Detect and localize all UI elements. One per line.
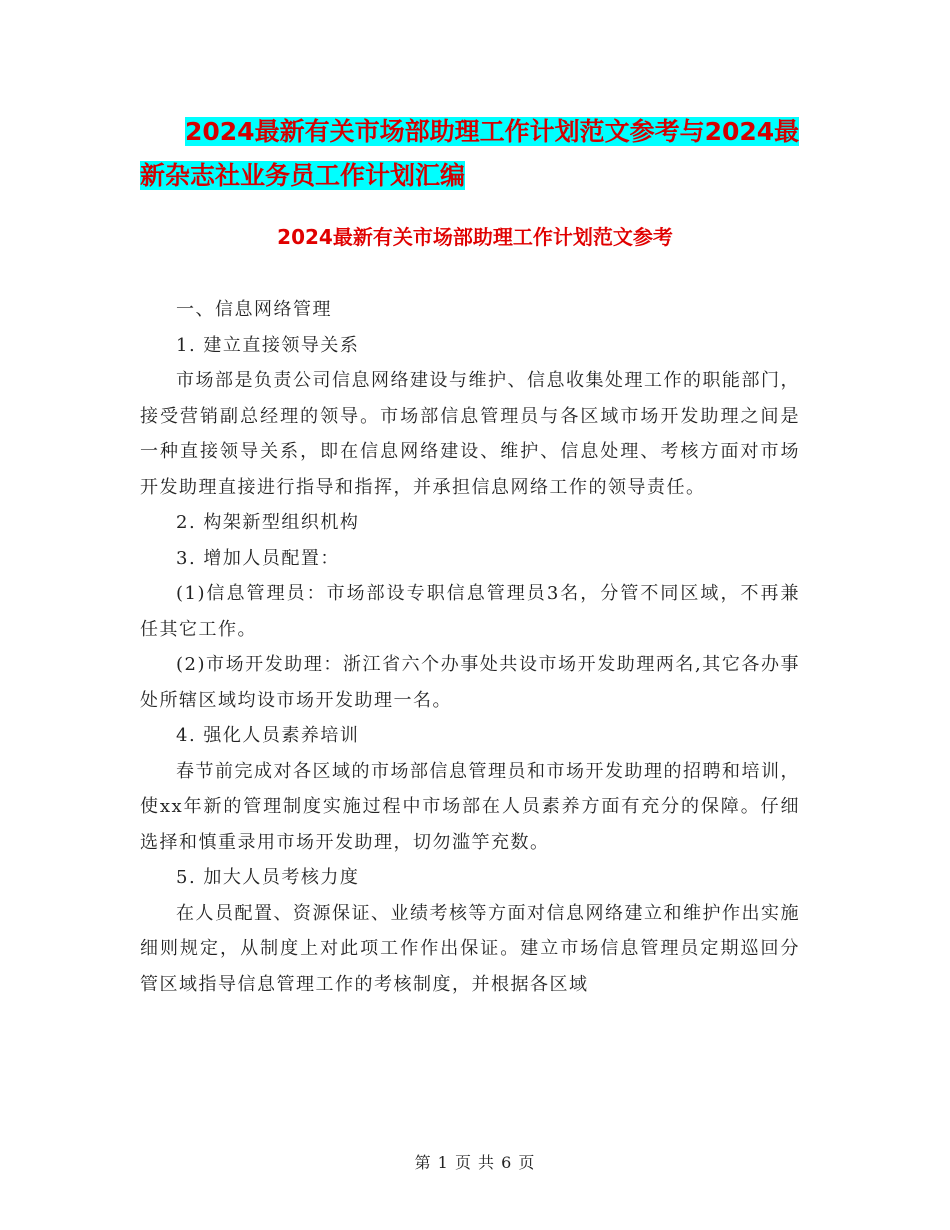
paragraph-1: 市场部是负责公司信息网络建设与维护、信息收集处理工作的职能部门，接受营销副总经理的领导。市场部信息管理员与各区域市场开发助理之间是一种直接领导关系，即在信息网络建设、维护、信息处理、考核方面对市场开发助理直接进行指导和指挥，并承担信息网络工作的领导责任。 [140, 370, 800, 498]
subheading-3: 3. 增加人员配置： [176, 547, 340, 569]
page-footer: 第 1 页 共 6 页 [414, 1153, 536, 1172]
section-title: 2024最新有关市场部助理工作计划范文参考 [277, 225, 673, 249]
heading-info-network: 一、信息网络管理 [176, 299, 332, 320]
paragraph-training: 春节前完成对各区域的市场部信息管理员和市场开发助理的招聘和培训，使xx年新的管理制度实施过程中市场部在人员素养方面有充分的保障。仔细选择和慎重录用市场开发助理，切勿滥竽充数。 [140, 760, 800, 853]
subheading-2: 2. 构架新型组织机构 [176, 512, 360, 533]
document-title [140, 110, 820, 198]
subheading-1: 1. 建立直接领导关系 [176, 334, 360, 356]
paragraph-assessment: 在人员配置、资源保证、业绩考核等方面对信息网络建立和维护作出实施细则规定，从制度上对此项工作作出保证。建立市场信息管理员定期巡回分管区域指导信息管理工作的考核制度，并根据各区域 [140, 902, 800, 995]
title-line-2: 新杂志社业务员工作计划汇编 [140, 161, 466, 190]
subheading-4: 4. 强化人员素养培训 [176, 725, 360, 746]
document-body [140, 292, 800, 1002]
paragraph-staff-1: (1)信息管理员：市场部设专职信息管理员3名，分管不同区域，不再兼任其它工作。 [140, 583, 800, 640]
subheading-5: 5. 加大人员考核力度 [176, 867, 360, 888]
title-line-1: 2024最新有关市场部助理工作计划范文参考与2024最 [185, 117, 800, 146]
paragraph-staff-2: (2)市场开发助理：浙江省六个办事处共设市场开发助理两名,其它各办事处所辖区域均设市场开发助理一名。 [140, 654, 800, 711]
